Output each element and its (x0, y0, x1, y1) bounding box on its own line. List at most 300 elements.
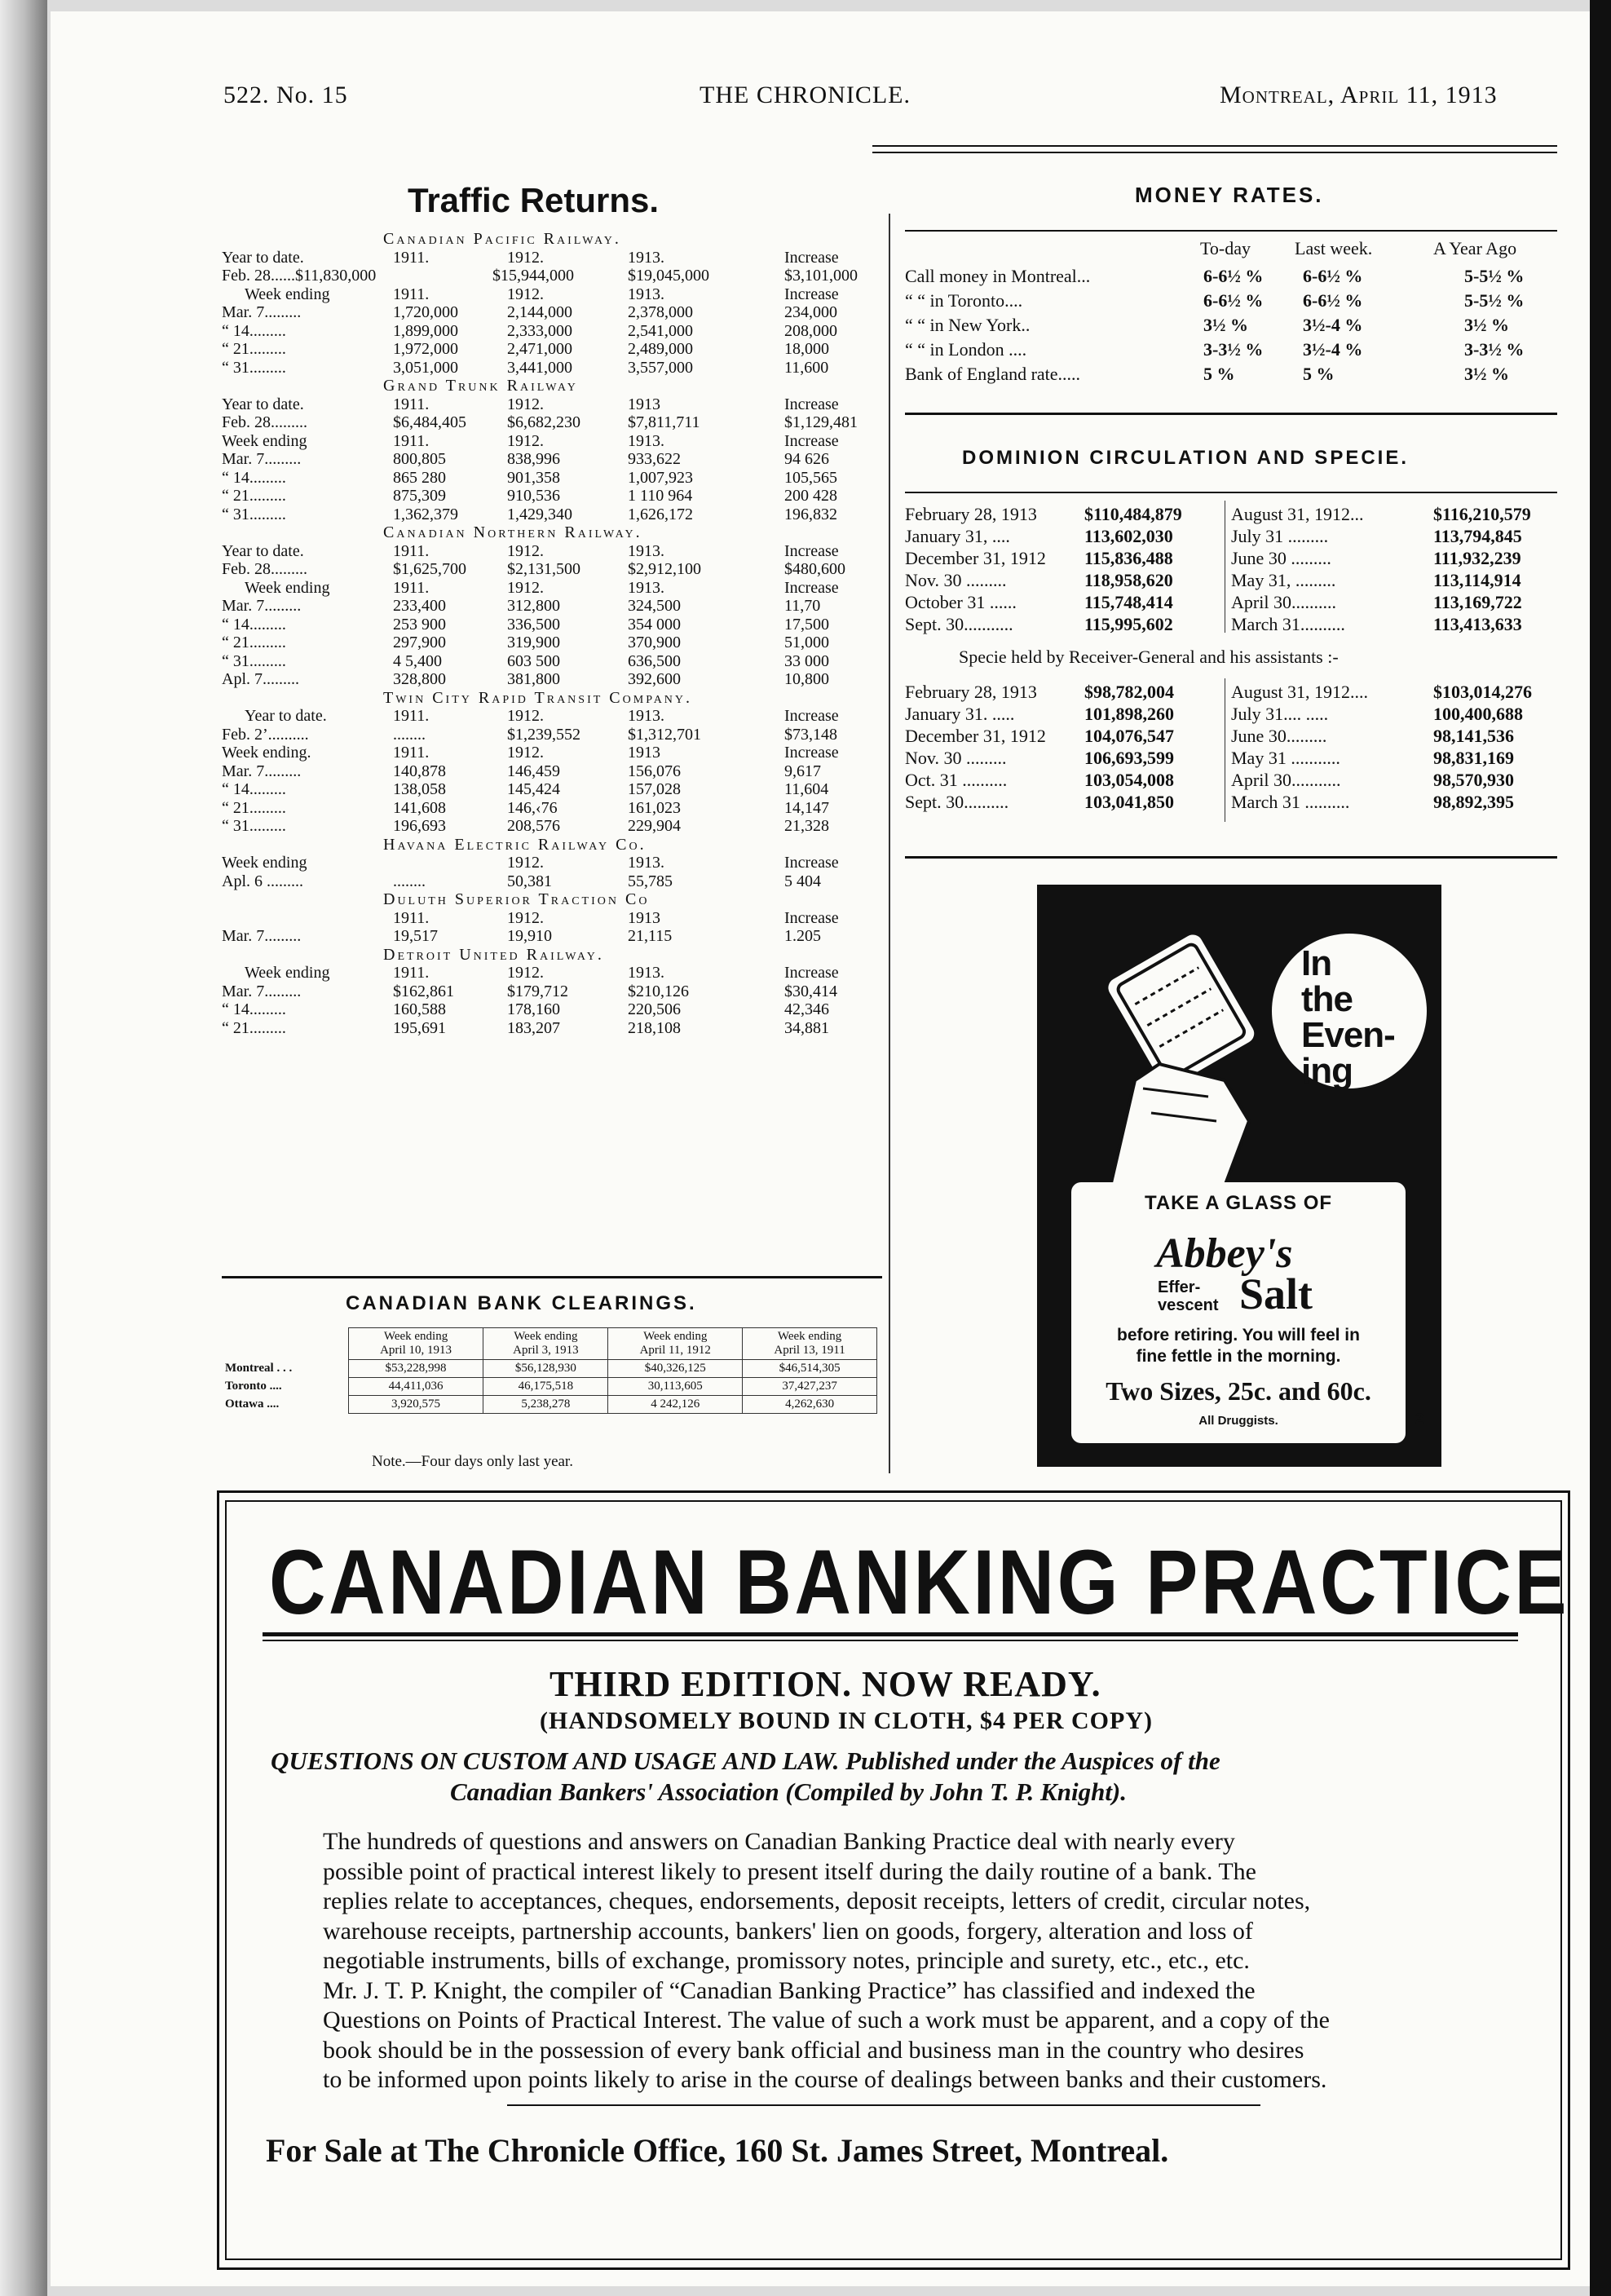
table-cell: 1912. (507, 248, 544, 267)
questions-line-2: Canadian Bankers' Association (Compiled by John T. P. Knight). (450, 1777, 1128, 1806)
table-cell: $30,414 (784, 982, 837, 1000)
table-cell: 208,000 (784, 321, 837, 340)
table-cell: 875,309 (393, 487, 446, 505)
table-cell: 901,358 (507, 468, 560, 487)
amount-cell: 115,995,602 (1084, 614, 1173, 634)
ad-sizes: Two Sizes, 25c. and 60c. (1106, 1376, 1371, 1406)
table-cell: 105,565 (784, 468, 837, 487)
row-label: Bank of England rate..... (905, 364, 1081, 384)
table-cell: 1,720,000 (393, 303, 458, 321)
column-divider (889, 214, 890, 1473)
table-cell: 636,500 (628, 651, 681, 670)
table-cell: 4,262,630 (743, 1396, 877, 1414)
row-label: Feb. 28......$11,830,000 (222, 267, 377, 285)
table-cell: 196,693 (393, 817, 446, 835)
amount-cell: 98,570,930 (1433, 770, 1514, 790)
table-cell: $1,129,481 (784, 413, 858, 431)
for-sale-line: For Sale at The Chronicle Office, 160 St. James Street, Montreal. (266, 2132, 1169, 2169)
table-cell: 220,506 (628, 1000, 681, 1018)
table-cell: 18,000 (784, 340, 829, 358)
table-cell: 1912. (507, 854, 544, 872)
row-label: Apl. 6 ......... (222, 872, 303, 890)
table-cell: 1913. (628, 964, 664, 982)
table-cell: 1913. (628, 578, 664, 597)
table-cell: 37,427,237 (743, 1378, 877, 1396)
table-cell: 1 110 964 (628, 487, 693, 505)
table-cell: 1913 (628, 395, 660, 413)
table-cell: 11,600 (784, 358, 829, 377)
column-header: Week ending April 3, 1913 (483, 1328, 608, 1360)
ad-salt: Salt (1239, 1269, 1313, 1318)
rate-cell: 5-5½ % (1464, 290, 1525, 311)
row-label: “ 14......... (222, 780, 286, 798)
amount-cell: 106,693,599 (1084, 748, 1174, 768)
table-cell: 2,378,000 (628, 303, 693, 321)
date-label: July 31 ......... (1231, 526, 1329, 546)
table-cell: 3,920,575 (348, 1396, 483, 1414)
amount-cell: 113,602,030 (1084, 526, 1173, 546)
page-number: 522. No. 15 (223, 82, 348, 108)
amount-cell: 115,836,488 (1084, 548, 1173, 568)
amount-cell: $116,210,579 (1433, 504, 1531, 524)
date-label: April 30.......... (1231, 592, 1336, 612)
date-label: May 31, ......... (1231, 570, 1336, 590)
clearings-title: CANADIAN BANK CLEARINGS. (346, 1292, 697, 1314)
table-cell: Increase (784, 395, 839, 413)
table-cell: $6,682,230 (507, 413, 580, 431)
row-label: Feb. 28......... (222, 413, 307, 431)
table-cell: 1913. (628, 285, 664, 303)
table-cell: 3,557,000 (628, 358, 693, 377)
row-label: “ 21......... (222, 634, 286, 651)
rate-cell: 6-6½ % (1203, 266, 1264, 286)
table-cell: 19,910 (507, 927, 552, 945)
table-cell: 14,147 (784, 798, 829, 817)
table-cell: 140,878 (393, 762, 446, 780)
table-cell: 328,800 (393, 670, 446, 688)
table-cell: $162,861 (393, 982, 454, 1000)
amount-cell: 113,413,633 (1433, 614, 1522, 634)
rate-cell: 5 % (1203, 364, 1235, 384)
table-cell: 42,346 (784, 1000, 829, 1018)
table-cell: 2,489,000 (628, 340, 693, 358)
table-cell: 1912. (507, 541, 544, 560)
money-rates-title: MONEY RATES. (1135, 183, 1324, 207)
date-label: January 31. ..... (905, 704, 1015, 724)
paragraph-line: negotiable instruments, bills of exchange, promissory notes, principle and surety, etc., etc., etc. (323, 1947, 1250, 1974)
edition-line: THIRD EDITION. NOW READY. (550, 1664, 1101, 1704)
table-cell: 21,115 (628, 927, 673, 945)
row-label: “ 21......... (222, 487, 286, 505)
date-label: February 28, 1913 (905, 504, 1037, 524)
row-label: Year to date. (245, 707, 327, 725)
table-cell: 1912. (507, 707, 544, 725)
table-cell: 138,058 (393, 780, 446, 798)
table-cell: 392,600 (628, 670, 681, 688)
table-cell: 1913. (628, 854, 664, 872)
amount-cell: $98,782,004 (1084, 682, 1174, 702)
rate-cell: 3½ % (1464, 364, 1509, 384)
ad-druggists: All Druggists. (1198, 1414, 1278, 1428)
date-label: Sept. 30.......... (905, 792, 1009, 812)
row-label: Mar. 7......... (222, 762, 302, 780)
date-label: December 31, 1912 (905, 548, 1046, 568)
hand-holding-bottle-icon (1086, 917, 1282, 1186)
table-cell: 1,362,379 (393, 505, 458, 523)
rate-cell: 3-3½ % (1203, 339, 1264, 360)
table-cell: 910,536 (507, 487, 560, 505)
table-cell: Increase (784, 285, 839, 303)
table-cell: 1912. (507, 285, 544, 303)
column-header: Week ending April 13, 1911 (743, 1328, 877, 1360)
table-cell: 1912. (507, 744, 544, 762)
table-cell: 233,400 (393, 597, 446, 615)
row-label: “ 31......... (222, 505, 286, 523)
table-cell: 3,441,000 (507, 358, 572, 377)
paragraph-line: to be informed upon points likely to arise in the course of dealings between banks and their customers. (323, 2066, 1327, 2093)
amount-cell: 104,076,547 (1084, 726, 1174, 746)
table-cell: 2,541,000 (628, 321, 693, 340)
table-corner (222, 1328, 348, 1360)
table-cell: 838,996 (507, 450, 560, 468)
table-cell: $1,625,700 (393, 560, 466, 578)
table-cell: 370,900 (628, 634, 681, 651)
ad-code: 2 (1415, 1411, 1424, 1427)
table-cell: Increase (784, 541, 839, 560)
table-cell: 1912. (507, 964, 544, 982)
railway-section-heading: Duluth Superior Traction Co (383, 890, 650, 908)
railway-section-heading: Canadian Northern Railway. (383, 523, 642, 541)
row-label: Week ending (245, 578, 330, 597)
date-label: March 31 .......... (1231, 792, 1350, 812)
rate-cell: 6-6½ % (1303, 290, 1363, 311)
row-label: “ 21......... (222, 1018, 286, 1037)
row-label: “ 14......... (222, 321, 286, 340)
table-cell: 2,144,000 (507, 303, 572, 321)
table-cell: 253 900 (393, 615, 446, 634)
table-cell: Increase (784, 578, 839, 597)
date-label: December 31, 1912 (905, 726, 1046, 746)
amount-cell: 98,831,169 (1433, 748, 1514, 768)
amount-cell: $103,014,276 (1433, 682, 1532, 702)
city-label: Montreal . . . (222, 1360, 348, 1378)
header-rule (872, 152, 1557, 153)
section-rule (905, 856, 1557, 859)
binding-line: (HANDSOMELY BOUND IN CLOTH, $4 PER COPY) (540, 1707, 1153, 1734)
clearings-table (222, 1327, 877, 1414)
table-cell: 1912. (507, 431, 544, 450)
rate-cell: 3½ % (1203, 315, 1248, 335)
table-row (222, 1378, 877, 1396)
railway-section-heading: Twin City Rapid Transit Company. (383, 688, 693, 707)
amount-cell: 111,932,239 (1433, 548, 1521, 568)
ad-line-1: before retiring. You will feel in (1117, 1326, 1360, 1344)
column-header: Week ending April 11, 1912 (608, 1328, 743, 1360)
dominion-title: DOMINION CIRCULATION AND SPECIE. (962, 447, 1410, 469)
table-cell: 21,328 (784, 817, 829, 835)
amount-cell: 118,958,620 (1084, 570, 1173, 590)
table-cell: 1911. (393, 964, 430, 982)
table-cell: 1911. (393, 395, 430, 413)
date-label: Sept. 30........... (905, 614, 1013, 634)
table-cell: Increase (784, 744, 839, 762)
table-cell: 4 5,400 (393, 651, 442, 670)
questions-line-1: QUESTIONS ON CUSTOM AND USAGE AND LAW. Published under the Auspices of the (271, 1746, 1220, 1775)
table-cell: 196,832 (784, 505, 837, 523)
table-cell: 156,076 (628, 762, 681, 780)
table-cell: 195,691 (393, 1018, 446, 1037)
publication-title: THE CHRONICLE. (700, 82, 911, 108)
date-label: July 31.... ..... (1231, 704, 1329, 724)
table-row (222, 1396, 877, 1414)
table-cell: 354 000 (628, 615, 681, 634)
table-cell: Increase (784, 854, 839, 872)
row-label: “ 31......... (222, 817, 286, 835)
table-cell: 1913 (628, 744, 660, 762)
ad-effer: Effer- (1158, 1278, 1201, 1296)
issue-date: Montreal, April 11, 1913 (1220, 82, 1498, 108)
table-cell: $480,600 (784, 560, 845, 578)
table-cell: 2,333,000 (507, 321, 572, 340)
paragraph-line: The hundreds of questions and answers on Canadian Banking Practice deal with nearly every (323, 1828, 1235, 1855)
amount-cell: 98,892,395 (1433, 792, 1514, 812)
table-cell: $19,045,000 (628, 267, 709, 285)
table-cell: 1911. (393, 908, 430, 927)
table-cell: 145,424 (507, 780, 560, 798)
row-label: “ “ in New York.. (905, 315, 1031, 335)
table-cell: 178,160 (507, 1000, 560, 1018)
table-cell: 46,175,518 (483, 1378, 608, 1396)
traffic-returns-title: Traffic Returns. (408, 181, 660, 219)
ad-word: In (1301, 943, 1332, 983)
table-cell: 1,626,172 (628, 505, 693, 523)
table-cell: 19,517 (393, 927, 438, 945)
date-label: August 31, 1912.... (1231, 682, 1369, 702)
table-cell: 1911. (393, 285, 430, 303)
section-rule (222, 1276, 882, 1278)
table-cell: 1911. (393, 541, 430, 560)
column-header: Week ending April 10, 1913 (348, 1328, 483, 1360)
table-cell: $7,811,711 (628, 413, 700, 431)
row-label: Mar. 7......... (222, 597, 302, 615)
table-cell: 208,576 (507, 817, 560, 835)
table-cell: Increase (784, 431, 839, 450)
table-cell: 34,881 (784, 1018, 829, 1037)
date-label: January 31, .... (905, 526, 1010, 546)
date-label: May 31 ........... (1231, 748, 1340, 768)
table-cell: 381,800 (507, 670, 560, 688)
ad-word: the (1301, 979, 1353, 1019)
table-cell: Increase (784, 908, 839, 927)
table-cell: 800,805 (393, 450, 446, 468)
rate-cell: 5-5½ % (1464, 266, 1525, 286)
row-label: Week ending (245, 964, 330, 982)
table-cell: 3,051,000 (393, 358, 458, 377)
table-cell: 1911. (393, 744, 430, 762)
table-cell: 1,899,000 (393, 321, 458, 340)
date-label: Nov. 30 ......... (905, 570, 1007, 590)
table-cell: 312,800 (507, 597, 560, 615)
table-cell: 44,411,036 (348, 1378, 483, 1396)
table-cell: $56,128,930 (483, 1360, 608, 1378)
table-cell: $1,312,701 (628, 725, 701, 744)
title-rule (263, 1632, 1518, 1636)
banking-practice-title: CANADIAN BANKING PRACTICE (269, 1531, 1570, 1633)
table-cell: Increase (784, 964, 839, 982)
railway-section-heading: Havana Electric Railway Co. (383, 835, 647, 854)
table-cell: 1,429,340 (507, 505, 572, 523)
paragraph-line: book should be in the possession of every bank official and business man in the country who desires (323, 2036, 1304, 2064)
table-cell: 11,604 (784, 780, 829, 798)
table-cell: 324,500 (628, 597, 681, 615)
table-cell: $179,712 (507, 982, 568, 1000)
amount-cell: $110,484,879 (1084, 504, 1182, 524)
table-cell: $6,484,405 (393, 413, 466, 431)
header-rule (872, 145, 1557, 147)
table-cell: 146,‹76 (507, 798, 558, 817)
row-label: “ “ in London .... (905, 339, 1027, 360)
table-cell: 1911. (393, 248, 430, 267)
amount-cell: 103,041,850 (1084, 792, 1174, 812)
row-label: “ 14......... (222, 468, 286, 487)
table-cell: 1911. (393, 578, 430, 597)
table-cell: 218,108 (628, 1018, 681, 1037)
table-cell: 200 428 (784, 487, 837, 505)
row-label: Year to date. (222, 395, 304, 413)
table-cell: 336,500 (507, 615, 560, 634)
table-cell: 4 242,126 (608, 1396, 743, 1414)
table-cell: 1913. (628, 431, 664, 450)
table-cell: $1,239,552 (507, 725, 580, 744)
table-cell: $15,944,000 (492, 267, 574, 285)
ad-brand: Abbey's (1156, 1230, 1293, 1277)
table-cell: 1911. (393, 707, 430, 725)
table-cell: $210,126 (628, 982, 689, 1000)
table-cell: 1912. (507, 395, 544, 413)
row-label: Week ending (222, 431, 307, 450)
section-rule (905, 492, 1557, 493)
paragraph-line: Mr. J. T. P. Knight, the compiler of “Canadian Banking Practice” has classified and indexed the (323, 1976, 1256, 2004)
table-cell: 5 404 (784, 872, 821, 890)
paragraph-line: replies relate to acceptances, cheques, endorsements, deposit receipts, letters of credit, circular notes, (323, 1888, 1311, 1914)
table-cell: 1912. (507, 908, 544, 927)
date-label: June 30 ......... (1231, 548, 1331, 568)
table-cell: 1,972,000 (393, 340, 458, 358)
table-cell: 10,800 (784, 670, 829, 688)
table-cell: 297,900 (393, 634, 446, 651)
amount-cell: 101,898,260 (1084, 704, 1174, 724)
table-cell: 33 000 (784, 651, 829, 670)
table-cell: 55,785 (628, 872, 673, 890)
table-cell: 319,900 (507, 634, 560, 651)
row-label: “ 21......... (222, 798, 286, 817)
row-label: Feb. 2’.......... (222, 725, 309, 744)
table-cell: 17,500 (784, 615, 829, 634)
date-label: June 30......... (1231, 726, 1327, 746)
table-cell: $53,228,998 (348, 1360, 483, 1378)
table-cell: ........ (393, 725, 426, 744)
table-cell: $2,912,100 (628, 560, 701, 578)
table-cell: 161,023 (628, 798, 681, 817)
row-label: Feb. 28......... (222, 560, 307, 578)
date-label: March 31.......... (1231, 614, 1345, 634)
section-rule (905, 413, 1557, 415)
table-cell: 1913 (628, 908, 660, 927)
row-label: Week ending (222, 854, 307, 872)
table-cell: 229,904 (628, 817, 681, 835)
table-cell: 1913. (628, 707, 664, 725)
row-label: Apl. 7......... (222, 670, 299, 688)
amount-cell: 113,794,845 (1433, 526, 1522, 546)
rate-cell: 3-3½ % (1464, 339, 1525, 360)
table-cell: 234,000 (784, 303, 837, 321)
table-cell: 1912. (507, 578, 544, 597)
row-label: Call money in Montreal... (905, 266, 1091, 286)
table-row (222, 1360, 877, 1378)
row-label: Year to date. (222, 248, 304, 267)
amount-cell: 113,169,722 (1433, 592, 1522, 612)
clearings-note: Note.—Four days only last year. (372, 1453, 573, 1470)
ad-circle-text (1301, 943, 1415, 1091)
row-label: Mar. 7......... (222, 927, 302, 945)
row-label: “ 14......... (222, 1000, 286, 1018)
amount-cell: 100,400,688 (1433, 704, 1523, 724)
row-label: “ 21......... (222, 340, 286, 358)
row-label: Week ending. (222, 744, 311, 762)
date-label: Nov. 30 ......... (905, 748, 1007, 768)
table-cell: 146,459 (507, 762, 560, 780)
amount-cell: 98,141,536 (1433, 726, 1514, 746)
row-label: Mar. 7......... (222, 303, 302, 321)
railway-section-heading: Canadian Pacific Railway. (383, 230, 621, 248)
paragraph-line: warehouse receipts, partnership accounts, bankers' lien on goods, forgery, alteration and loss of (323, 1917, 1253, 1945)
rate-cell: 6-6½ % (1203, 290, 1264, 311)
rate-cell: 3½-4 % (1303, 315, 1363, 335)
table-cell: 50,381 (507, 872, 552, 890)
row-label: Year to date. (222, 541, 304, 560)
table-cell: 141,608 (393, 798, 446, 817)
table-cell: Increase (784, 248, 839, 267)
row-label: “ 31......... (222, 358, 286, 377)
paragraph-line: possible point of practical interest likely to present itself during the daily routine of a bank. The (323, 1857, 1256, 1885)
column-header: To-day (1200, 238, 1251, 258)
amount-cell: 115,748,414 (1084, 592, 1173, 612)
paragraph-line: Questions on Points of Practical Interest. The value of such a work must be apparent, and a copy of the (323, 2007, 1330, 2033)
rate-cell: 3½ % (1464, 315, 1509, 335)
table-cell: $40,326,125 (608, 1360, 743, 1378)
column-header: A Year Ago (1433, 238, 1517, 258)
table-cell: $2,131,500 (507, 560, 580, 578)
table-cell: 9,617 (784, 762, 821, 780)
row-label: Week ending (245, 285, 330, 303)
row-label: “ 31......... (222, 651, 286, 670)
amount-cell: 113,114,914 (1433, 570, 1521, 590)
specie-heading: Specie held by Receiver-General and his assistants :- (959, 647, 1339, 667)
city-label: Toronto .... (222, 1378, 348, 1396)
table-cell: $3,101,000 (784, 267, 858, 285)
title-rule (263, 1640, 1518, 1641)
ad-vescent: vescent (1158, 1296, 1219, 1314)
date-label: October 31 ...... (905, 592, 1017, 612)
row-label: Mar. 7......... (222, 450, 302, 468)
amount-cell: 103,054,008 (1084, 770, 1174, 790)
date-label: April 30........... (1231, 770, 1341, 790)
table-cell: 865 280 (393, 468, 446, 487)
table-cell: 2,471,000 (507, 340, 572, 358)
book-binding-edge (0, 0, 47, 2296)
table-cell: 183,207 (507, 1018, 560, 1037)
city-label: Ottawa .... (222, 1396, 348, 1414)
